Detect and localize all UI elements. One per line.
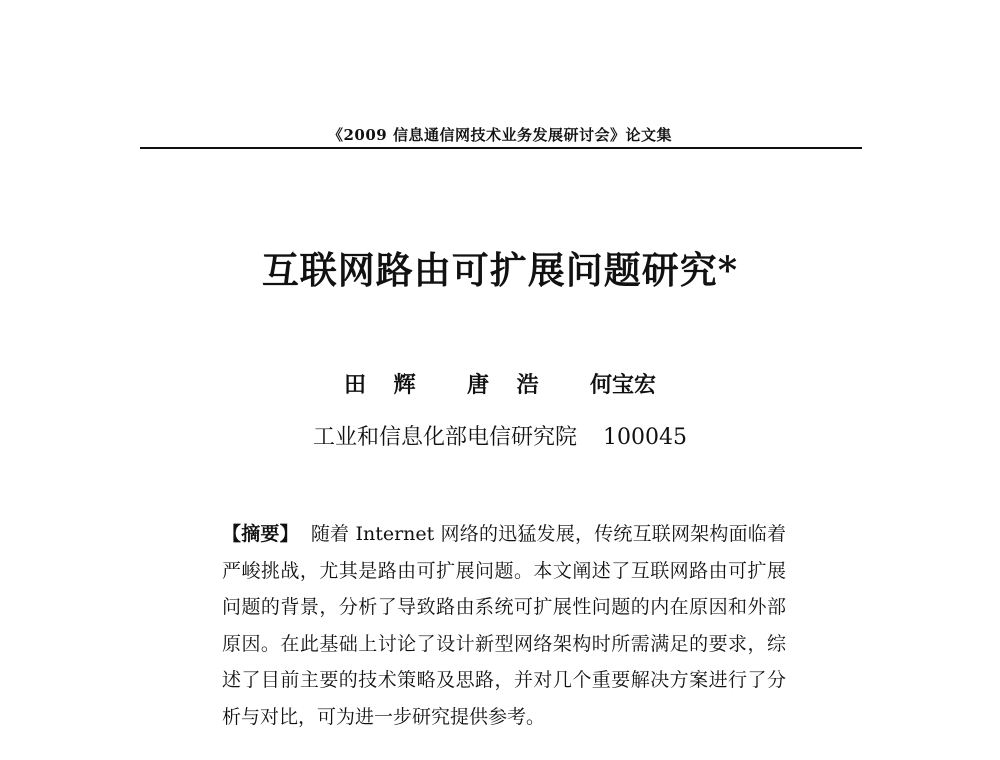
affiliation [0,420,1000,451]
author-2: 唐 浩 [466,372,549,398]
paper-title: 互联网路由可扩展问题研究* [261,248,739,292]
author-3: 何宝宏 [590,372,657,398]
author-1: 田 辉 [343,372,426,398]
affiliation-institution: 工业和信息化部电信研究院 [313,425,578,450]
header-rule [140,147,862,149]
running-header: 《2009 信息通信网技术业务发展研讨会》论文集 [328,126,672,144]
abstract-label: 【摘要】 [222,523,299,545]
author-list [0,368,1000,399]
abstract [222,516,786,735]
affiliation-postcode: 100045 [603,425,687,450]
abstract-text: 随着 Internet 网络的迅猛发展，传统互联网架构面临着严峻挑战，尤其是路由可扩展问题。本文阐述了互联网路由可扩展问题的背景，分析了导致路由系统可扩展性问题的内在原因和外部原因。在此基础上讨论了设计新型网络架构时所需满足的要求，综述了目前主要的技术策略及思路，并对几个重要解决方案进行了分析与对比，可为进一步研究提供参考。 [222,523,786,728]
